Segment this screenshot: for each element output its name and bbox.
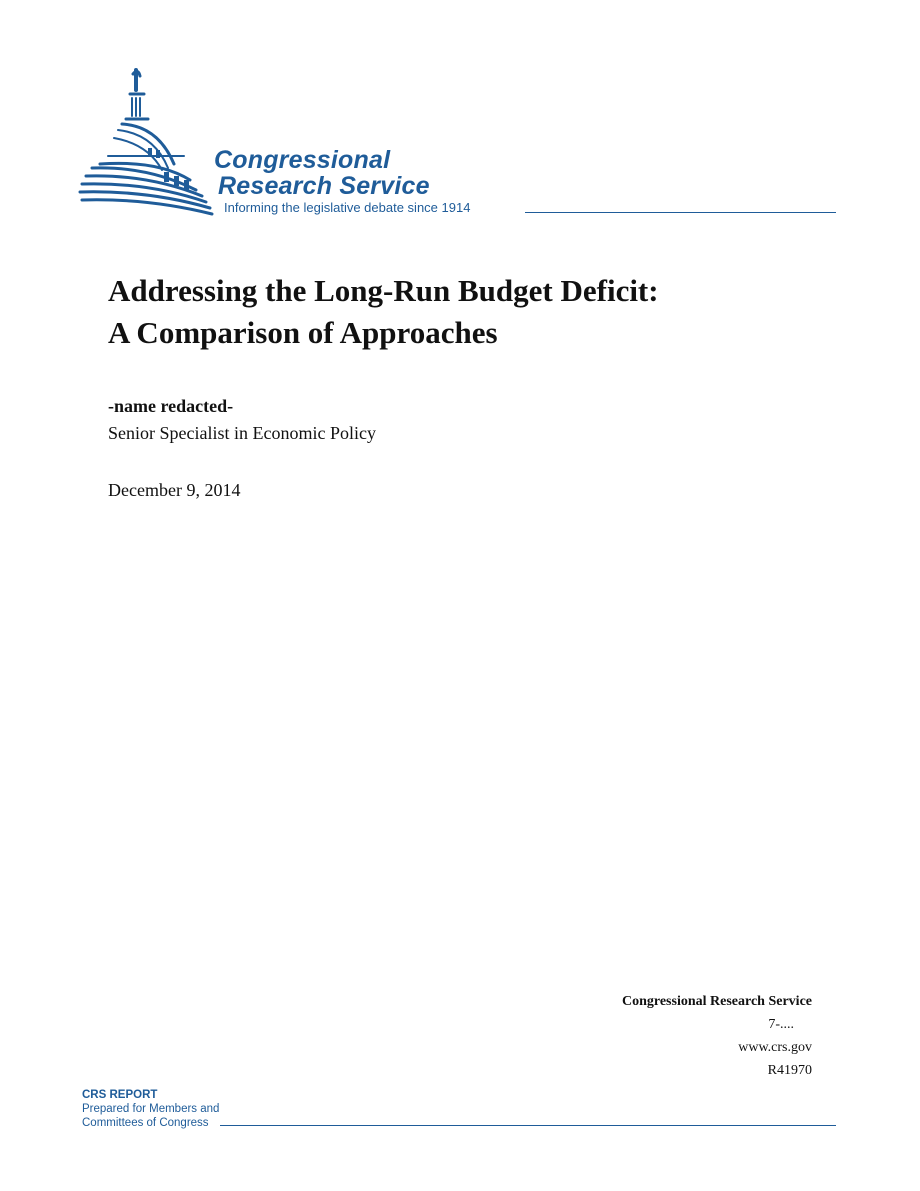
- crs-report-line2: Committees of Congress: [82, 1117, 209, 1129]
- footer-org: Congressional Research Service: [621, 994, 812, 1009]
- header-rule: [525, 212, 836, 213]
- crs-report-block: [82, 1088, 219, 1130]
- capitol-dome-icon: [78, 64, 218, 216]
- crs-report-line1: Prepared for Members and: [82, 1103, 220, 1115]
- report-date: December 9, 2014: [108, 480, 241, 500]
- footer-report-number: R41970: [767, 1063, 812, 1078]
- brand-name-line2: Research Service: [218, 172, 430, 200]
- report-title: [108, 270, 659, 354]
- footer-rule: [220, 1125, 836, 1126]
- author-role: Senior Specialist in Economic Policy: [108, 423, 376, 443]
- footer-website: www.crs.gov: [738, 1040, 812, 1055]
- brand-tagline: Informing the legislative debate since 1914: [224, 200, 471, 215]
- report-footer-info: [622, 990, 812, 1082]
- footer-code: 7-....: [768, 1017, 794, 1032]
- report-title-line2: A Comparison of Approaches: [108, 315, 498, 350]
- crs-header: [78, 64, 838, 224]
- brand-name-line1: Congressional: [214, 146, 391, 174]
- author-name: -name redacted-: [108, 396, 234, 416]
- crs-report-label: CRS REPORT: [82, 1089, 158, 1101]
- report-title-line1: Addressing the Long-Run Budget Deficit:: [108, 273, 659, 308]
